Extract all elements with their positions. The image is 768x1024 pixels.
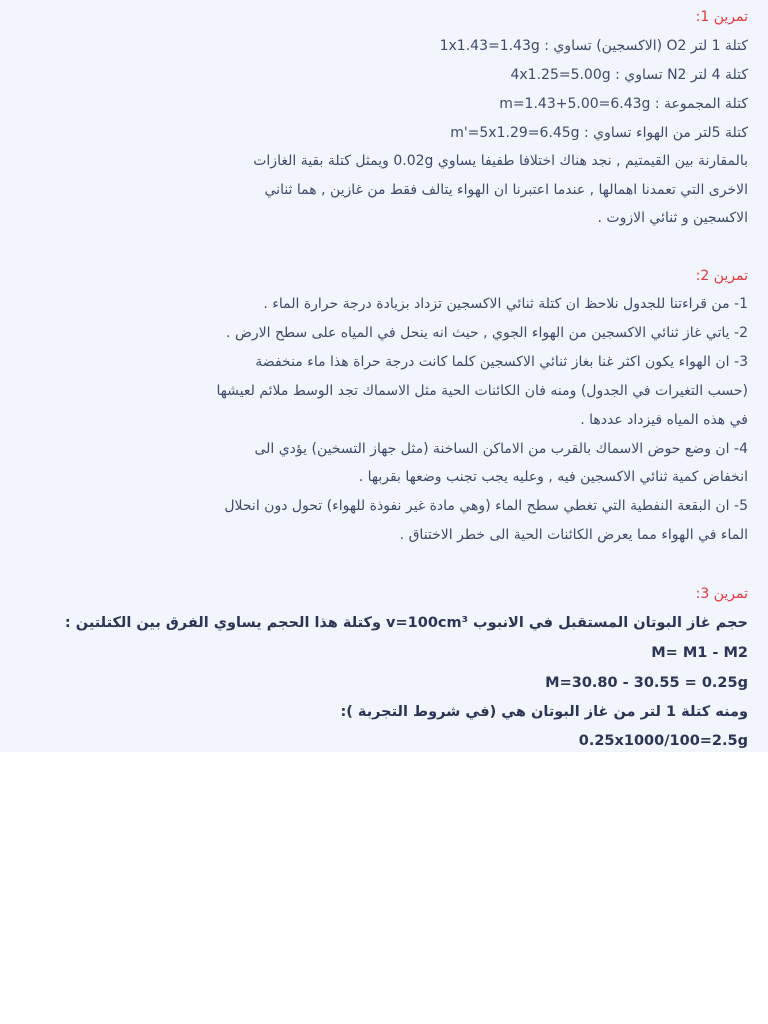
exercise-2-line: في هذه المياه فيزداد عددها . [580,412,748,428]
exercise-3-formula: 0.25x1000/100=2.5g [578,733,748,749]
exercise-1-line: كتلة 4 لتر N2 تساوي : 4x1.25=5.00g [510,67,748,83]
exercise-2-line: 1- من قراءتنا للجدول نلاحظ ان كتلة ثنائي الاكسجين تزداد بزيادة درجة حرارة الماء . [263,296,748,312]
exercise-2-line: 3- ان الهواء يكون اكثر غنا بغاز ثنائي الاكسجين كلما كانت درجة حراة هذا ماء منخفضة [255,354,748,370]
exercise-1-line: الاكسجين و ثنائي الازوت . [597,210,748,226]
exercise-3-formula: M=30.80 - 30.55 = 0.25g [545,675,748,691]
exercise-3-line: حجم غاز البوتان المستقبل في الانبوب v=100cm³ وكتلة هذا الحجم يساوي الفرق بين الكتلتين : [64,615,748,631]
exercise-2-heading: تمرين 2: [695,268,748,284]
exercise-2-line: انخفاض كمية ثنائي الاكسجين فيه , وعليه يجب تجنب وضعها بقربها . [358,469,748,485]
exercise-3-formula: M= M1 - M2 [651,645,748,661]
exercise-2-line: الماء في الهواء مما يعرض الكائنات الحية الى خطر الاختناق . [399,527,748,543]
exercise-2-line: 5- ان البقعة النفطية التي تغطي سطح الماء (وهي مادة غير نفوذة للهواء) تحول دون انحلال [224,498,748,514]
exercise-2-line: 4- ان وضع حوض الاسماك بالقرب من الاماكن الساخنة (مثل جهاز التسخين) يؤدي الى [254,441,748,457]
exercise-2-line: 2- ياتي غاز ثنائي الاكسجين من الهواء الجوي , حيث انه ينحل في المياه على سطح الارض . [226,325,748,341]
exercise-1-line: الاخرى التي تعمدنا اهمالها , عندما اعتبرنا ان الهواء يتالف فقط من غازين , هما ثناني [264,182,748,198]
exercise-1-heading: تمرين 1: [695,9,748,25]
exercise-2-line: (حسب التغيرات في الجدول) ومنه فان الكائنات الحية مثل الاسماك تجد الوسط ملائم لعيشها [216,383,748,399]
exercise-1-line: كتلة 1 لتر O2 (الاكسجين) تساوي : 1x1.43=1.43g [439,38,748,54]
exercise-3-line: ومنه كتلة 1 لتر من غاز البوتان هي (في شروط التجربة ): [340,704,748,720]
exercise-1-line: كتلة المجموعة : m=1.43+5.00=6.43g [499,96,748,112]
exercise-1-line: بالمقارنة بين القيمتيم , نجد هناك اختلافا طفيفا يساوي 0.02g ويمثل كتلة بقية الغازات [253,153,748,169]
exercise-3-heading: تمرين 3: [695,586,748,602]
exercise-1-line: كتلة 5لتر من الهواء تساوي : m'=5x1.29=6.45g [450,125,748,141]
